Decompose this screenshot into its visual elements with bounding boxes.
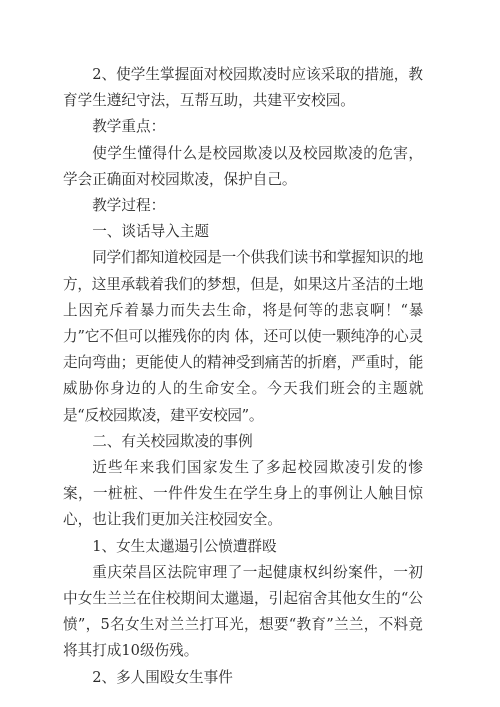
case-1-heading: 1、女生太邋遢引公愤遭群殴: [92, 537, 277, 555]
objective-paragraph: 2、使学生掌握面对校园欺凌时应该采取的措施，教育学生遵纪守法，互帮互助，共建平安校园。: [63, 66, 423, 110]
section-heading-cases: 二、有关校园欺凌的事例: [92, 432, 253, 450]
process-heading: 教学过程：: [92, 197, 166, 215]
key-points-paragraph: 使学生懂得什么是校园欺凌以及校园欺凌的危害，学会正确面对校园欺凌，保护自己。: [63, 144, 423, 188]
key-points-heading: 教学重点：: [92, 118, 166, 136]
case-1-paragraph: 重庆荣昌区法院审理了一起健康权纠纷案件，一初中女生兰兰在住校期间太邋遢，引起宿舍其他女生的“公愤”，5名女生对兰兰打耳光，想要“教育”兰兰，不料竟将其打成10级伤残。: [63, 563, 423, 660]
section-heading-intro: 一、谈话导入主题: [92, 223, 209, 241]
case-2-heading: 2、多人围殴女生事件: [92, 668, 233, 686]
document-page: [63, 62, 423, 691]
intro-paragraph: 同学们都知道校园是一个供我们读书和掌握知识的地方，这里承载着我们的梦想，但是，如果这片圣洁的土地上因充斥着暴力而失去生命，将是何等的悲哀啊！“暴力”它不但可以摧残你的肉 体，还可以使一颗纯净的心灵走向弯曲；更能使人的精神受到痛苦的折磨，严重时，能威胁你身边的人的生命安全。今天我们班会的主题就是“反校园欺凌，建平安校园”。: [63, 249, 423, 424]
cases-paragraph: 近些年来我们国家发生了多起校园欺凌引发的惨案，一桩桩、一件件发生在学生身上的事例让人触目惊心，也让我们更加关注校园安全。: [63, 459, 423, 529]
